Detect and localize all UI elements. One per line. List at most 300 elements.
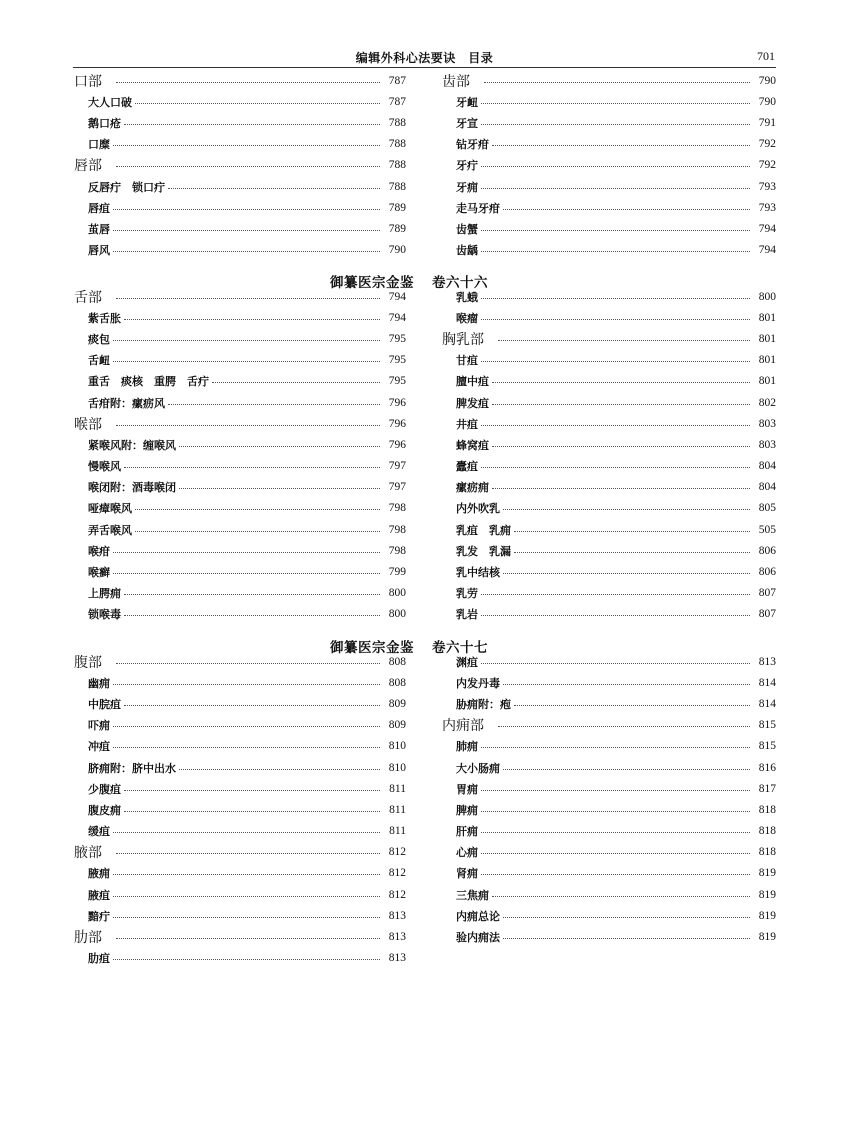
entry-page-number: 798 xyxy=(388,502,406,515)
entry-title: 胁痈附：疱 xyxy=(456,697,511,711)
entry-page-number: 808 xyxy=(388,676,406,689)
toc-item-entry xyxy=(442,197,776,218)
toc-item-entry xyxy=(442,884,776,905)
entry-page-number: 809 xyxy=(388,697,406,710)
entry-page-number: 819 xyxy=(758,931,776,944)
entry-title: 蜂窝疽 xyxy=(456,438,489,452)
dot-leader xyxy=(113,873,380,875)
toc-section-entry xyxy=(74,926,406,947)
entry-title: 脾痈 xyxy=(456,803,478,817)
dot-leader xyxy=(514,530,750,532)
dot-leader xyxy=(481,466,750,468)
dot-leader xyxy=(481,297,750,299)
entry-page-number: 816 xyxy=(758,761,776,774)
toc-item-entry xyxy=(442,736,776,757)
toc-item-entry xyxy=(74,328,406,349)
entry-page-number: 796 xyxy=(388,396,406,409)
dot-leader xyxy=(116,662,380,664)
toc-section-entry xyxy=(74,651,406,672)
toc-section-entry xyxy=(442,70,776,91)
dot-leader xyxy=(179,445,380,447)
entry-title: 脐痈附：脐中出水 xyxy=(88,761,176,775)
toc-item-entry xyxy=(442,799,776,820)
toc-item-entry xyxy=(74,863,406,884)
entry-title: 腋疽 xyxy=(88,888,110,902)
entry-page-number: 801 xyxy=(758,375,776,388)
dot-leader xyxy=(492,144,750,146)
toc-section-entry xyxy=(74,842,406,863)
entry-page-number: 819 xyxy=(758,867,776,880)
entry-page-number: 794 xyxy=(758,222,776,235)
entry-page-number: 811 xyxy=(389,803,406,816)
toc-item-entry xyxy=(442,583,776,604)
toc-item-entry xyxy=(442,240,776,261)
entry-title: 唇风 xyxy=(88,244,110,258)
entry-title: 喉闭附：酒毒喉闭 xyxy=(88,481,176,495)
entry-title: 肋疽 xyxy=(88,952,110,966)
entry-title: 哑瘴喉风 xyxy=(88,502,132,516)
entry-title: 肝痈 xyxy=(456,825,478,839)
dot-leader xyxy=(113,725,380,727)
entry-title: 大人口破 xyxy=(88,95,132,109)
toc-item-entry xyxy=(442,778,776,799)
toc-item-entry xyxy=(442,519,776,540)
dot-leader xyxy=(212,381,380,383)
entry-page-number: 798 xyxy=(388,544,406,557)
entry-page-number: 812 xyxy=(388,888,406,901)
dot-leader xyxy=(498,725,750,727)
entry-page-number: 801 xyxy=(758,354,776,367)
dot-leader xyxy=(481,662,750,664)
toc-item-entry xyxy=(442,693,776,714)
entry-page-number: 787 xyxy=(388,74,406,87)
entry-page-number: 795 xyxy=(388,354,406,367)
toc-item-entry xyxy=(74,672,406,693)
entry-title: 齿龋 xyxy=(456,244,478,258)
entry-page-number: 819 xyxy=(758,909,776,922)
entry-page-number: 819 xyxy=(758,888,776,901)
dot-leader xyxy=(481,229,750,231)
entry-page-number: 813 xyxy=(388,952,406,965)
toc-item-entry xyxy=(74,715,406,736)
entry-title: 牙衄 xyxy=(456,95,478,109)
volume-book-title: 御纂医宗金鉴 xyxy=(330,275,414,291)
dot-leader xyxy=(503,208,750,210)
dot-leader xyxy=(492,403,750,405)
toc-section-entry xyxy=(74,286,406,307)
entry-title: 黯疔 xyxy=(88,909,110,923)
toc-item-entry xyxy=(74,884,406,905)
dot-leader xyxy=(503,916,750,918)
entry-title: 牙宣 xyxy=(456,116,478,130)
entry-page-number: 805 xyxy=(758,502,776,515)
entry-page-number: 788 xyxy=(388,138,406,151)
entry-title: 乳发 乳漏 xyxy=(456,544,511,558)
toc-item-entry xyxy=(442,434,776,455)
dot-leader xyxy=(514,704,750,706)
entry-page-number: 807 xyxy=(758,587,776,600)
entry-page-number: 788 xyxy=(388,180,406,193)
toc-item-entry xyxy=(442,757,776,778)
volume-juan: 卷六十七 xyxy=(432,640,488,656)
toc-item-entry xyxy=(74,434,406,455)
entry-title: 脾发疽 xyxy=(456,396,489,410)
entry-title: 锁喉毒 xyxy=(88,608,121,622)
toc-item-entry xyxy=(442,477,776,498)
entry-page-number: 818 xyxy=(758,825,776,838)
entry-page-number: 814 xyxy=(758,697,776,710)
dot-leader xyxy=(492,445,750,447)
dot-leader xyxy=(481,789,750,791)
entry-page-number: 794 xyxy=(388,290,406,303)
entry-title: 内外吹乳 xyxy=(456,502,500,516)
dot-leader xyxy=(135,508,380,510)
toc-item-entry xyxy=(442,926,776,947)
entry-title: 齿部 xyxy=(442,73,470,90)
entry-title: 心痈 xyxy=(456,846,478,860)
entry-page-number: 798 xyxy=(388,523,406,536)
entry-title: 喉部 xyxy=(74,416,102,433)
dot-leader xyxy=(113,895,380,897)
entry-title: 渊疽 xyxy=(456,655,478,669)
toc-item-entry xyxy=(442,371,776,392)
entry-page-number: 799 xyxy=(388,566,406,579)
toc-item-entry xyxy=(74,498,406,519)
entry-page-number: 790 xyxy=(758,95,776,108)
entry-title: 紧喉风附：缠喉风 xyxy=(88,438,176,452)
toc-item-entry xyxy=(74,948,406,969)
toc-item-entry xyxy=(442,91,776,112)
dot-leader xyxy=(116,297,380,299)
entry-page-number: 791 xyxy=(758,116,776,129)
entry-page-number: 803 xyxy=(758,438,776,451)
dot-leader xyxy=(481,810,750,812)
entry-title: 乳岩 xyxy=(456,608,478,622)
entry-title: 三焦痈 xyxy=(456,888,489,902)
toc-item-entry xyxy=(442,456,776,477)
dot-leader xyxy=(481,187,750,189)
toc-item-entry xyxy=(74,519,406,540)
dot-leader xyxy=(492,487,750,489)
toc-item-entry xyxy=(74,736,406,757)
entry-page-number: 812 xyxy=(388,846,406,859)
toc-item-entry xyxy=(442,821,776,842)
volume-juan: 卷六十六 xyxy=(432,275,488,291)
toc-item-entry xyxy=(74,693,406,714)
entry-title: 腹皮痈 xyxy=(88,803,121,817)
entry-page-number: 794 xyxy=(758,244,776,257)
toc-item-entry xyxy=(442,134,776,155)
toc-item-entry xyxy=(442,218,776,239)
toc-item-entry xyxy=(442,842,776,863)
toc-item-entry xyxy=(74,307,406,328)
toc-item-entry xyxy=(74,540,406,561)
entry-title: 重舌 痰核 重腭 舌疔 xyxy=(88,375,209,389)
dot-leader xyxy=(116,424,380,426)
dot-leader xyxy=(481,873,750,875)
toc-item-entry xyxy=(74,757,406,778)
entry-page-number: 808 xyxy=(388,655,406,668)
volume-book-title: 御纂医宗金鉴 xyxy=(330,640,414,656)
entry-page-number: 812 xyxy=(388,867,406,880)
entry-title: 井疽 xyxy=(456,417,478,431)
toc-column-right-block-2 xyxy=(442,286,776,625)
entry-title: 大小肠痈 xyxy=(456,761,500,775)
entry-title: 冲疽 xyxy=(88,740,110,754)
toc-item-entry xyxy=(442,392,776,413)
dot-leader xyxy=(503,768,750,770)
dot-leader xyxy=(113,208,380,210)
toc-item-entry xyxy=(74,112,406,133)
toc-item-entry xyxy=(442,307,776,328)
dot-leader xyxy=(124,466,380,468)
toc-item-entry xyxy=(74,176,406,197)
dot-leader xyxy=(116,165,380,167)
toc-section-entry xyxy=(74,413,406,434)
entry-title: 肺痈 xyxy=(456,740,478,754)
dot-leader xyxy=(492,381,750,383)
toc-item-entry xyxy=(74,392,406,413)
entry-page-number: 789 xyxy=(388,222,406,235)
entry-title: 内发丹毒 xyxy=(456,676,500,690)
entry-title: 胸乳部 xyxy=(442,331,484,348)
entry-page-number: 810 xyxy=(388,761,406,774)
dot-leader xyxy=(116,852,380,854)
dot-leader xyxy=(481,593,750,595)
toc-column-right-block-3 xyxy=(442,651,776,948)
toc-section-entry xyxy=(74,155,406,176)
dot-leader xyxy=(135,530,380,532)
dot-leader xyxy=(503,937,750,939)
entry-page-number: 801 xyxy=(758,332,776,345)
entry-page-number: 806 xyxy=(758,566,776,579)
entry-title: 走马牙疳 xyxy=(456,201,500,215)
dot-leader xyxy=(113,360,380,362)
dot-leader xyxy=(116,81,380,83)
entry-page-number: 815 xyxy=(758,719,776,732)
dot-leader xyxy=(113,339,380,341)
entry-page-number: 811 xyxy=(389,825,406,838)
dot-leader xyxy=(113,746,380,748)
entry-title: 牙疔 xyxy=(456,159,478,173)
dot-leader xyxy=(124,704,380,706)
dot-leader xyxy=(113,551,380,553)
entry-page-number: 803 xyxy=(758,417,776,430)
toc-item-entry xyxy=(442,176,776,197)
entry-page-number: 793 xyxy=(758,180,776,193)
toc-item-entry xyxy=(442,672,776,693)
dot-leader xyxy=(124,614,380,616)
dot-leader xyxy=(135,102,380,104)
toc-item-entry xyxy=(442,905,776,926)
entry-page-number: 789 xyxy=(388,201,406,214)
toc-item-entry xyxy=(74,604,406,625)
entry-page-number: 795 xyxy=(388,375,406,388)
entry-title: 口糜 xyxy=(88,138,110,152)
entry-page-number: 794 xyxy=(388,311,406,324)
dot-leader xyxy=(481,746,750,748)
entry-page-number: 797 xyxy=(388,460,406,473)
entry-page-number: 809 xyxy=(388,719,406,732)
entry-page-number: 813 xyxy=(758,655,776,668)
dot-leader xyxy=(113,250,380,252)
dot-leader xyxy=(168,187,380,189)
entry-page-number: 804 xyxy=(758,460,776,473)
entry-title: 舌疳附：瘰疬风 xyxy=(88,396,165,410)
toc-item-entry xyxy=(442,498,776,519)
entry-page-number: 787 xyxy=(388,95,406,108)
dot-leader xyxy=(113,229,380,231)
entry-title: 胃痈 xyxy=(456,782,478,796)
toc-item-entry xyxy=(74,799,406,820)
entry-title: 腋痈 xyxy=(88,867,110,881)
entry-page-number: 818 xyxy=(758,803,776,816)
toc-section-entry xyxy=(442,715,776,736)
entry-title: 齿蟹 xyxy=(456,222,478,236)
toc-item-entry xyxy=(74,905,406,926)
entry-title: 内痈部 xyxy=(442,718,484,735)
entry-page-number: 813 xyxy=(388,909,406,922)
toc-item-entry xyxy=(74,583,406,604)
dot-leader xyxy=(514,551,750,553)
dot-leader xyxy=(113,683,380,685)
entry-title: 膻中疽 xyxy=(456,375,489,389)
entry-page-number: 814 xyxy=(758,676,776,689)
dot-leader xyxy=(481,102,750,104)
dot-leader xyxy=(484,81,750,83)
toc-item-entry xyxy=(74,371,406,392)
entry-page-number: 804 xyxy=(758,481,776,494)
entry-page-number: 796 xyxy=(388,417,406,430)
dot-leader xyxy=(503,683,750,685)
toc-item-entry xyxy=(442,155,776,176)
entry-title: 验内痈法 xyxy=(456,931,500,945)
dot-leader xyxy=(113,916,380,918)
entry-page-number: 505 xyxy=(758,523,776,536)
entry-title: 腹部 xyxy=(74,654,102,671)
dot-leader xyxy=(179,487,380,489)
toc-column-left-block-3 xyxy=(74,651,406,969)
entry-page-number: 817 xyxy=(758,782,776,795)
dot-leader xyxy=(113,572,380,574)
dot-leader xyxy=(481,250,750,252)
dot-leader xyxy=(113,144,380,146)
dot-leader xyxy=(113,958,380,960)
toc-item-entry xyxy=(74,350,406,371)
entry-page-number: 795 xyxy=(388,332,406,345)
toc-column-left-block-1 xyxy=(74,70,406,261)
toc-item-entry xyxy=(442,561,776,582)
entry-title: 幽痈 xyxy=(88,676,110,690)
entry-title: 反唇疔 锁口疔 xyxy=(88,180,165,194)
entry-title: 腋部 xyxy=(74,845,102,862)
toc-item-entry xyxy=(442,863,776,884)
entry-page-number: 788 xyxy=(388,159,406,172)
entry-title: 舌衄 xyxy=(88,354,110,368)
entry-page-number: 790 xyxy=(388,244,406,257)
toc-section-entry xyxy=(442,328,776,349)
toc-item-entry xyxy=(442,651,776,672)
dot-leader xyxy=(481,614,750,616)
toc-item-entry xyxy=(74,477,406,498)
dot-leader xyxy=(124,810,380,812)
dot-leader xyxy=(481,831,750,833)
dot-leader xyxy=(179,768,380,770)
dot-leader xyxy=(124,123,380,125)
running-title: 编辑外科心法要诀 目录 xyxy=(355,51,494,65)
dot-leader xyxy=(481,360,750,362)
entry-page-number: 800 xyxy=(758,290,776,303)
entry-title: 舌部 xyxy=(74,289,102,306)
entry-title: 口部 xyxy=(74,73,102,90)
dot-leader xyxy=(168,403,380,405)
entry-page-number: 800 xyxy=(388,608,406,621)
toc-item-entry xyxy=(74,561,406,582)
entry-title: 痰包 xyxy=(88,332,110,346)
entry-title: 喉疳 xyxy=(88,544,110,558)
toc-item-entry xyxy=(74,91,406,112)
toc-item-entry xyxy=(74,240,406,261)
entry-title: 瘰疬痈 xyxy=(456,481,489,495)
entry-title: 喉癣 xyxy=(88,566,110,580)
toc-item-entry xyxy=(74,218,406,239)
entry-page-number: 796 xyxy=(388,438,406,451)
entry-title: 茧唇 xyxy=(88,222,110,236)
entry-title: 蠹疽 xyxy=(456,460,478,474)
entry-title: 唇疽 xyxy=(88,201,110,215)
entry-page-number: 790 xyxy=(758,74,776,87)
toc-item-entry xyxy=(74,134,406,155)
entry-page-number: 800 xyxy=(388,587,406,600)
entry-title: 甘疽 xyxy=(456,354,478,368)
entry-title: 弄舌喉风 xyxy=(88,523,132,537)
entry-page-number: 815 xyxy=(758,740,776,753)
entry-page-number: 792 xyxy=(758,159,776,172)
entry-title: 乳中结核 xyxy=(456,566,500,580)
dot-leader xyxy=(503,572,750,574)
toc-item-entry xyxy=(74,197,406,218)
toc-item-entry xyxy=(442,112,776,133)
toc-section-entry xyxy=(74,70,406,91)
entry-title: 乳劳 xyxy=(456,587,478,601)
entry-page-number: 818 xyxy=(758,846,776,859)
entry-title: 吓痈 xyxy=(88,719,110,733)
entry-title: 中脘疽 xyxy=(88,697,121,711)
dot-leader xyxy=(481,165,750,167)
entry-title: 鹅口疮 xyxy=(88,116,121,130)
entry-title: 乳蛾 xyxy=(456,290,478,304)
entry-title: 乳疽 乳痈 xyxy=(456,523,511,537)
toc-item-entry xyxy=(442,604,776,625)
dot-leader xyxy=(498,339,750,341)
toc-item-entry xyxy=(442,413,776,434)
toc-item-entry xyxy=(74,456,406,477)
page-header xyxy=(73,47,776,67)
entry-title: 唇部 xyxy=(74,158,102,175)
entry-title: 喉瘤 xyxy=(456,311,478,325)
toc-item-entry xyxy=(442,350,776,371)
entry-page-number: 788 xyxy=(388,116,406,129)
entry-title: 缓疽 xyxy=(88,825,110,839)
dot-leader xyxy=(481,424,750,426)
toc-item-entry xyxy=(74,778,406,799)
toc-item-entry xyxy=(442,286,776,307)
dot-leader xyxy=(124,593,380,595)
entry-page-number: 810 xyxy=(388,740,406,753)
entry-title: 上腭痈 xyxy=(88,587,121,601)
toc-column-right-block-1 xyxy=(442,70,776,261)
toc-item-entry xyxy=(442,540,776,561)
